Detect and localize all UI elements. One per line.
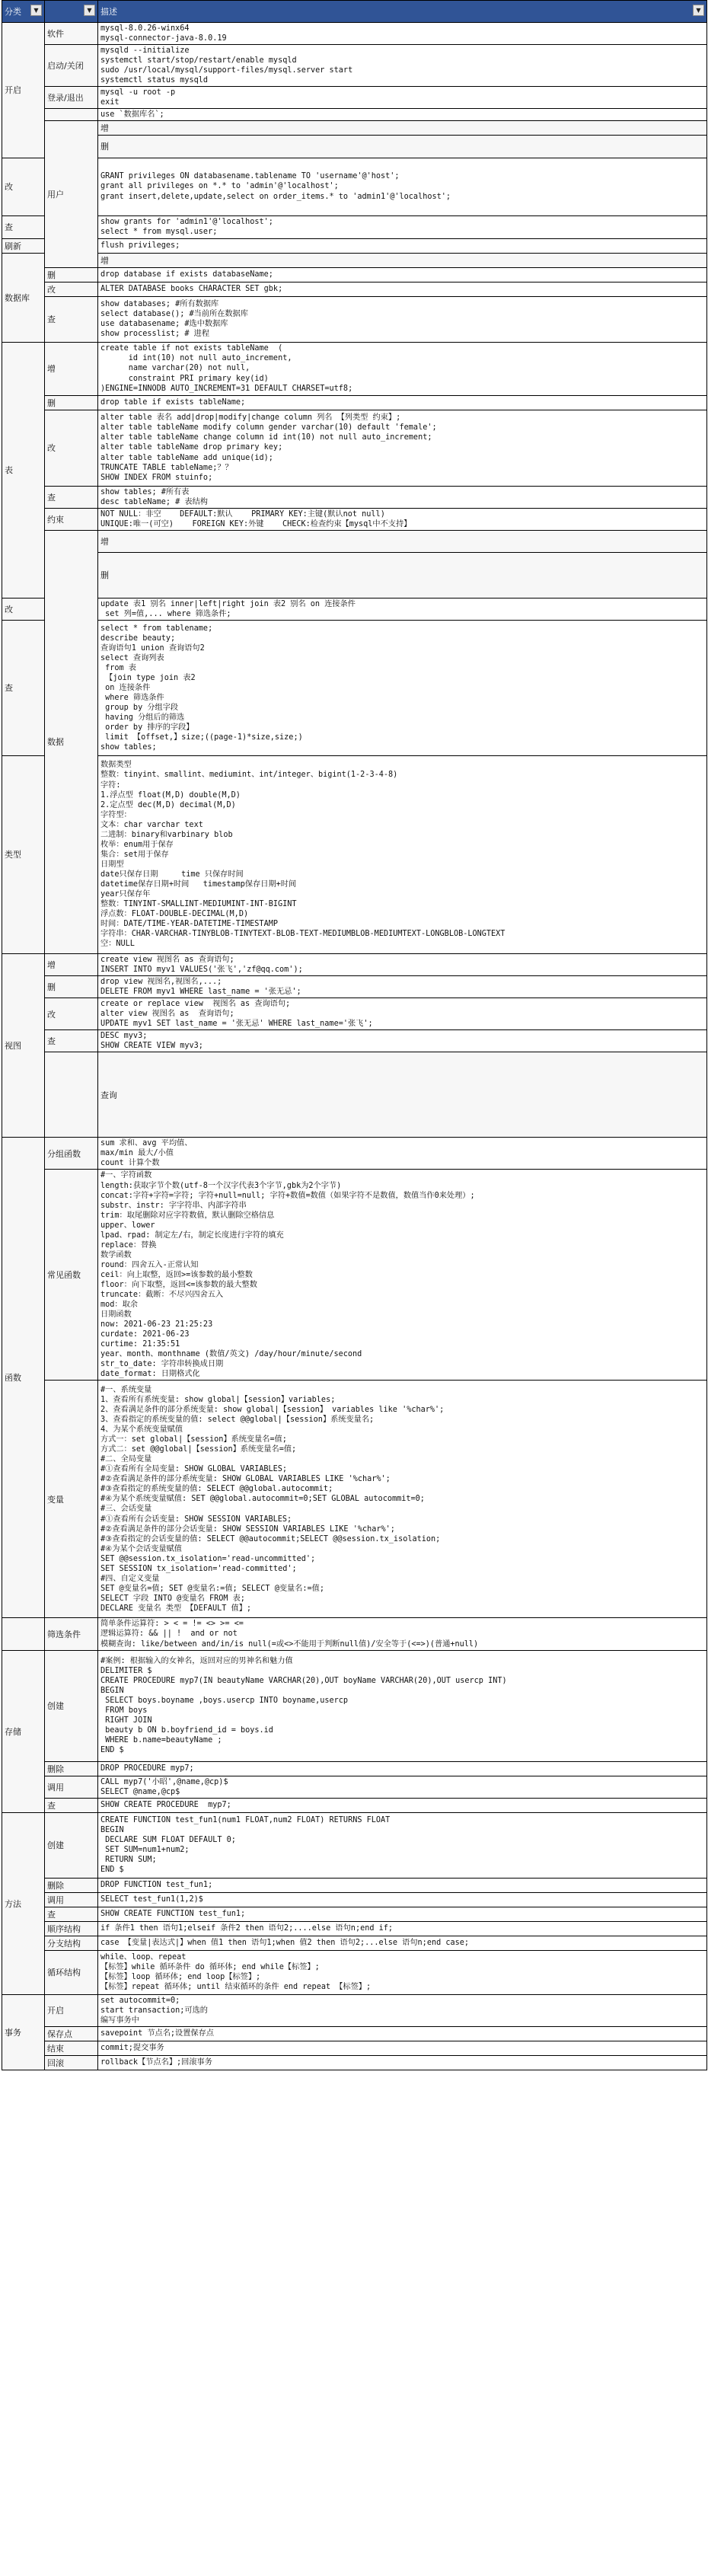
operation-cell: 结束 bbox=[45, 2041, 98, 2055]
command-cell: DROP FUNCTION test_fun1; bbox=[98, 1878, 707, 1892]
table-row bbox=[2, 23, 707, 45]
command-cell: savepoint 节点名;设置保存点 bbox=[98, 2026, 707, 2041]
operation-cell: 增 bbox=[45, 342, 98, 395]
operation-cell: 改 bbox=[2, 158, 45, 215]
table-row bbox=[2, 215, 707, 238]
table-row bbox=[2, 253, 707, 267]
category-cell: 函数 bbox=[2, 1138, 45, 1618]
operation-cell: 改 bbox=[45, 998, 98, 1030]
table-row bbox=[2, 2041, 707, 2055]
category-cell: 用户 bbox=[45, 121, 98, 267]
table-row bbox=[2, 45, 707, 87]
command-cell: set autocommit=0; start transaction;可选的 编写事务中 bbox=[98, 1994, 707, 2026]
table-row bbox=[2, 1812, 707, 1878]
command-cell: #案例: 根据输入的女神名，返回对应的男神名和魅力值 DELIMITER $ CREATE PROCEDURE myp7(IN beautyName VARCHAR(20),OUT boyName VARCHAR(20),OUT usercp INT) BEGIN SELECT boys.boyname ,boys.usercp INTO boyname,usercp FROM boys RIGHT JOIN beauty b ON b.boyfriend_id = boys.id WHERE b.name=beautyName ; END $ bbox=[98, 1650, 707, 1761]
command-cell: DROP PROCEDURE myp7; bbox=[98, 1761, 707, 1776]
operation-cell: 删除 bbox=[45, 1761, 98, 1776]
table-row bbox=[2, 1170, 707, 1381]
table-row bbox=[2, 136, 707, 158]
command-cell: sum 求和、avg 平均值、 max/min 最大/小值 count 计算个数 bbox=[98, 1138, 707, 1170]
operation-cell: 改 bbox=[45, 410, 98, 486]
table-row bbox=[2, 109, 707, 121]
operation-cell bbox=[45, 109, 98, 121]
operation-cell: 增 bbox=[98, 530, 707, 552]
operation-cell: 调用 bbox=[45, 1776, 98, 1798]
table-row bbox=[2, 267, 707, 282]
table-row bbox=[2, 1776, 707, 1798]
header-subcategory bbox=[45, 1, 98, 23]
table-row bbox=[2, 1798, 707, 1812]
operation-cell: 分支结构 bbox=[45, 1936, 98, 1950]
table-row bbox=[2, 2026, 707, 2041]
operation-cell: 保存点 bbox=[45, 2026, 98, 2041]
operation-cell: 软件 bbox=[45, 23, 98, 45]
command-cell: if 条件1 then 语句1;elseif 条件2 then 语句2;....else 语句n;end if; bbox=[98, 1921, 707, 1936]
command-cell: mysqld --initialize systemctl start/stop/restart/enable mysqld sudo /usr/local/mysql/support-files/mysql.server start systemctl status mysqld bbox=[98, 45, 707, 87]
table-row bbox=[2, 530, 707, 552]
command-cell: CREATE FUNCTION test_fun1(num1 FLOAT,num2 FLOAT) RETURNS FLOAT BEGIN DECLARE SUM FLOAT DEFAULT 0; SET SUM=num1+num2; RETURN SUM; END $ bbox=[98, 1812, 707, 1878]
command-cell: show tables; #所有表 desc tableName; # 表结构 bbox=[98, 486, 707, 508]
table-row bbox=[2, 1618, 707, 1650]
command-cell: use `数据库名`; bbox=[98, 109, 707, 121]
sql-cheatsheet-table bbox=[2, 0, 707, 2070]
table-row bbox=[2, 1950, 707, 1994]
command-cell: alter table 表名 add|drop|modify|change column 列名 【列类型 约束】; alter table tableName modify column gender varchar(10) default 'female'; alter table tableName change column id int(10) not null auto_increment; alter table tableName drop primary key; alter table tableName add unique(id); TRUNCATE TABLE tableName;？？ SHOW INDEX FROM stuinfo; bbox=[98, 410, 707, 486]
category-cell: 数据库 bbox=[2, 253, 45, 342]
command-cell: drop view 视图名,视图名,...; DELETE FROM myv1 WHERE last_name = '张无忌'; bbox=[98, 975, 707, 998]
command-cell: case 【变量|表达式|】when 值1 then 语句1;when 值2 then 语句2;...else 语句n;end case; bbox=[98, 1936, 707, 1950]
table-row bbox=[2, 975, 707, 998]
operation-cell: 约束 bbox=[45, 508, 98, 530]
operation-cell: 查 bbox=[2, 215, 45, 238]
command-cell: ALTER DATABASE books CHARACTER SET gbk; bbox=[98, 282, 707, 296]
operation-cell: 查 bbox=[45, 486, 98, 508]
command-cell: while、loop、repeat 【标签】while 循环条件 do 循环体; end while【标签】; 【标签】loop 循环体; end loop【标签】; 【标签】repeat 循环体; until 结束循环的条件 end repeat 【标签】; bbox=[98, 1950, 707, 1994]
category-cell: 表 bbox=[2, 342, 45, 598]
operation-cell: 筛选条件 bbox=[45, 1618, 98, 1650]
command-cell: create view 视图名 as 查询语句; INSERT INTO myv1 VALUES('张飞','zf@qq.com'); bbox=[98, 953, 707, 975]
operation-cell: 分组函数 bbox=[45, 1138, 98, 1170]
command-cell: #一、系统变量 1、查看所有系统变量: show global|【session】variables; 2、查看满足条件的部分系统变量: show global|【session】 variables like '%char%'; 3、查看指定的系统变量的值: select @@global|【session】系统变量名; 4、为某个系统变量赋值 方式一：set global|【session】系统变量名=值; 方式二：set @@global|【session】系统变量名=值; #二、全局变量 #①查看所有全局变量: SHOW GLOBAL VARIABLES; #②查看满足条件的部分系统变量: SHOW GLOBAL VARIABLES LIKE '%char%'; #③查看指定的系统变量的值: SELECT @@global.autocommit; #④为某个系统变量赋值: SET @@global.autocommit=0;SET GLOBAL autocommit=0; #三、会话变量 #①查看所有会话变量: SHOW SESSION VARIABLES; #②查看满足条件的部分会话变量: SHOW SESSION VARIABLES LIKE '%char%'; #③查看指定的会话变量的值: SELECT @@autocommit;SELECT @@session.tx_isolation; #④为某个会话变量赋值 SET @@session.tx_isolation='read-uncommitted'; SET SESSION tx_isolation='read-committed'; #四、自定义变量 SET @变量名=值; SET @变量名:=值; SELECT @变量名:=值; SELECT 字段 INTO @变量名 FROM 表; DECLARE 变量名 类型 【DEFAULT 值】; bbox=[98, 1381, 707, 1618]
table-row bbox=[2, 998, 707, 1030]
command-cell: GRANT privileges ON databasename.tablename TO 'username'@'host'; grant all privileges on *.* to 'admin'@'localhost'; grant insert,delete,update,select on order_items.* to 'admin1'@'localhost'; bbox=[98, 158, 707, 215]
operation-cell: 查 bbox=[45, 1798, 98, 1812]
command-cell: SELECT test_fun1(1,2)$ bbox=[98, 1892, 707, 1907]
table-row bbox=[2, 620, 707, 755]
header-row bbox=[2, 1, 707, 23]
operation-cell: 开启 bbox=[45, 1994, 98, 2026]
operation-cell: 回滚 bbox=[45, 2055, 98, 2070]
command-cell: CALL myp7('小昭',@name,@cp)$ SELECT @name,@cp$ bbox=[98, 1776, 707, 1798]
command-cell: 简单条件运算符: > < = != <> >= <= 逻辑运算符: && || ! and or not 模糊查询: like/between and/in/is null(=或<>不能用于判断null值)/安全等于(<=>)(普通+null) bbox=[98, 1618, 707, 1650]
operation-cell: 改 bbox=[45, 282, 98, 296]
operation-cell: 顺序结构 bbox=[45, 1921, 98, 1936]
operation-cell: 增 bbox=[98, 121, 707, 136]
operation-cell: 删 bbox=[45, 395, 98, 410]
command-cell: SHOW CREATE PROCEDURE myp7; bbox=[98, 1798, 707, 1812]
table-row bbox=[2, 121, 707, 136]
operation-cell: 启动/关闭 bbox=[45, 45, 98, 87]
table-row bbox=[2, 1761, 707, 1776]
table-row bbox=[2, 486, 707, 508]
filter-dropdown-icon[interactable]: ▼ bbox=[84, 5, 95, 16]
table-row bbox=[2, 1936, 707, 1950]
category-cell: 存储 bbox=[2, 1650, 45, 1812]
table-row bbox=[2, 410, 707, 486]
operation-cell: 查 bbox=[2, 620, 45, 755]
command-cell: DESC myv3; SHOW CREATE VIEW myv3; bbox=[98, 1030, 707, 1052]
table-row bbox=[2, 2055, 707, 2070]
table-row bbox=[2, 1921, 707, 1936]
command-cell: create table if not exists tableName ( id int(10) not null auto_increment, name varchar(20) not null, constraint PRI primary key(id) )ENGINE=INNODB AUTO_INCREMENT=31 DEFAULT CHARSET=utf8; bbox=[98, 342, 707, 395]
category-cell: 视图 bbox=[2, 953, 45, 1137]
table-row bbox=[2, 508, 707, 530]
table-row bbox=[2, 342, 707, 395]
operation-cell: 删 bbox=[45, 975, 98, 998]
table-row bbox=[2, 238, 707, 253]
operation-cell: 查 bbox=[45, 1907, 98, 1921]
table-row bbox=[2, 1381, 707, 1618]
table-row bbox=[2, 158, 707, 215]
operation-cell: 登录/退出 bbox=[45, 87, 98, 109]
table-body bbox=[2, 23, 707, 2070]
operation-cell: 增 bbox=[45, 953, 98, 975]
command-cell: NOT NULL：非空 DEFAULT:默认 PRIMARY KEY:主键(默认not null) UNIQUE:唯一(可空) FOREIGN KEY:外键 CHECK:检查约束【mysql中不支持】 bbox=[98, 508, 707, 530]
filter-dropdown-icon[interactable]: ▼ bbox=[693, 5, 704, 16]
table-row bbox=[2, 296, 707, 342]
operation-cell: 删 bbox=[98, 136, 707, 158]
operation-cell: 常见函数 bbox=[45, 1170, 98, 1381]
table-row bbox=[2, 87, 707, 109]
operation-cell: 循环结构 bbox=[45, 1950, 98, 1994]
command-cell: mysql-8.0.26-winx64 mysql-connector-java-8.0.19 bbox=[98, 23, 707, 45]
operation-cell: 调用 bbox=[45, 1892, 98, 1907]
table-row bbox=[2, 282, 707, 296]
operation-cell: 增 bbox=[98, 253, 707, 267]
command-cell: show grants for 'admin1'@'localhost'; select * from mysql.user; bbox=[98, 215, 707, 238]
operation-cell: 创建 bbox=[45, 1650, 98, 1761]
filter-dropdown-icon[interactable]: ▼ bbox=[30, 5, 42, 16]
category-cell bbox=[2, 1618, 45, 1650]
command-cell: #一、字符函数 length:获取字节个数(utf-8一个汉字代表3个字节,gbk为2个字节) concat:字符+字符=字符; 字符+null=null; 字符+数值=数值（如果字符不是数值，数值当作0来处理）; substr、instr: 字字符串、内部字符串 trim：取尾删除对应字符数值，默认删除空格信息 upper、lower lpad、rpad: 制定左/右，制定长度进行字符的填充 replace：替换 数学函数 round：四舍五入-正常认知 ceil：向上取整，返回>=该参数的最小整数 floor：向下取整，返回<=该参数的最大整数 truncate：截断：不尽兴四舍五入 mod：取余 日期函数 now: 2021-06-23 21:25:23 curdate: 2021-06-23 curtime: 21:35:51 year、month、monthname (数值/英文) /day/hour/minute/second str_to_date: 字符串转换成日期 date_format: 日期格式化 bbox=[98, 1170, 707, 1381]
category-cell: 事务 bbox=[2, 1994, 45, 2070]
header-category: 分类 ▼ bbox=[2, 1, 45, 23]
table-row bbox=[2, 1878, 707, 1892]
category-cell: 方法 bbox=[2, 1812, 45, 1994]
operation-cell: 类型 bbox=[2, 755, 45, 953]
operation-cell: 删 bbox=[98, 552, 707, 598]
table-row bbox=[2, 1994, 707, 2026]
table-row bbox=[2, 598, 707, 620]
command-cell: commit;提交事务 bbox=[98, 2041, 707, 2055]
command-cell: rollback【节点名】;回滚事务 bbox=[98, 2055, 707, 2070]
table-row bbox=[2, 953, 707, 975]
category-cell: 数据 bbox=[45, 530, 98, 953]
table-row bbox=[2, 1907, 707, 1921]
command-cell: drop database if exists databaseName; bbox=[98, 267, 707, 282]
category-cell: 开启 bbox=[2, 23, 45, 158]
operation-cell: 刷新 bbox=[2, 238, 45, 253]
header-description: 描述 ▼ bbox=[98, 1, 707, 23]
command-cell: create or replace view 视图名 as 查询语句; alter view 视图名 as 查询语句; UPDATE myv1 SET last_name = '张无忌' WHERE last_name='张飞'; bbox=[98, 998, 707, 1030]
command-cell: drop table if exists tableName; bbox=[98, 395, 707, 410]
command-cell: select * from tablename; describe beauty; 查询语句1 union 查询语句2 select 查询列表 from 表 【join type join 表2 on 连接条件 where 筛选条件 group by 分组字段 having 分组后的筛选 order by 排序的字段】 limit 【offset,】size;((page-1)*size,size;) show tables; bbox=[98, 620, 707, 755]
operation-cell: 删 bbox=[45, 267, 98, 282]
table-row bbox=[2, 1052, 707, 1138]
category-cell bbox=[45, 1052, 98, 1138]
operation-cell: 查 bbox=[45, 296, 98, 342]
table-row bbox=[2, 1892, 707, 1907]
table-row bbox=[2, 395, 707, 410]
table-row bbox=[2, 755, 707, 953]
command-cell: mysql -u root -p exit bbox=[98, 87, 707, 109]
table-row bbox=[2, 1138, 707, 1170]
operation-cell: 删除 bbox=[45, 1878, 98, 1892]
table-row bbox=[2, 1650, 707, 1761]
operation-cell: 创建 bbox=[45, 1812, 98, 1878]
command-cell: SHOW CREATE FUNCTION test_fun1; bbox=[98, 1907, 707, 1921]
operation-cell: 查询 bbox=[98, 1052, 707, 1138]
operation-cell: 查 bbox=[45, 1030, 98, 1052]
command-cell: 数据类型 整数：tinyint、smallint、mediumint、int/integer、bigint(1-2-3-4-8) 字符: 1.浮点型 float(M,D) double(M,D) 2.定点型 dec(M,D) decimal(M,D) 字符型： 文本：char varchar text 二进制：binary和varbinary blob 枚举：enum用于保存 集合：set用于保存 日期型 date只保存日期 time 只保存时间 datetime保存日期+时间 timestamp保存日期+时间 year只保存年 整数：TINYINT-SMALLINT-MEDIUMINT-INT-BIGINT 浮点数：FLOAT-DOUBLE-DECIMAL(M,D) 时间：DATE/TIME-YEAR-DATETIME-TIMESTAMP 字符串：CHAR-VARCHAR-TINYBLOB-TINYTEXT-BLOB-TEXT-MEDIUMBLOB-MEDIUMTEXT-LONGBLOB-LONGTEXT 空：NULL bbox=[98, 755, 707, 953]
table-row bbox=[2, 1030, 707, 1052]
command-cell: show databases; #所有数据库 select database(); #当前所在数据库 use databasename; #选中数据库 show processlist; # 进程 bbox=[98, 296, 707, 342]
table-row bbox=[2, 552, 707, 598]
command-cell: update 表1 别名 inner|left|right join 表2 别名 on 连接条件 set 列=值,... where 筛选条件; bbox=[98, 598, 707, 620]
operation-cell: 改 bbox=[2, 598, 45, 620]
operation-cell: 变量 bbox=[45, 1381, 98, 1618]
command-cell: flush privileges; bbox=[98, 238, 707, 253]
